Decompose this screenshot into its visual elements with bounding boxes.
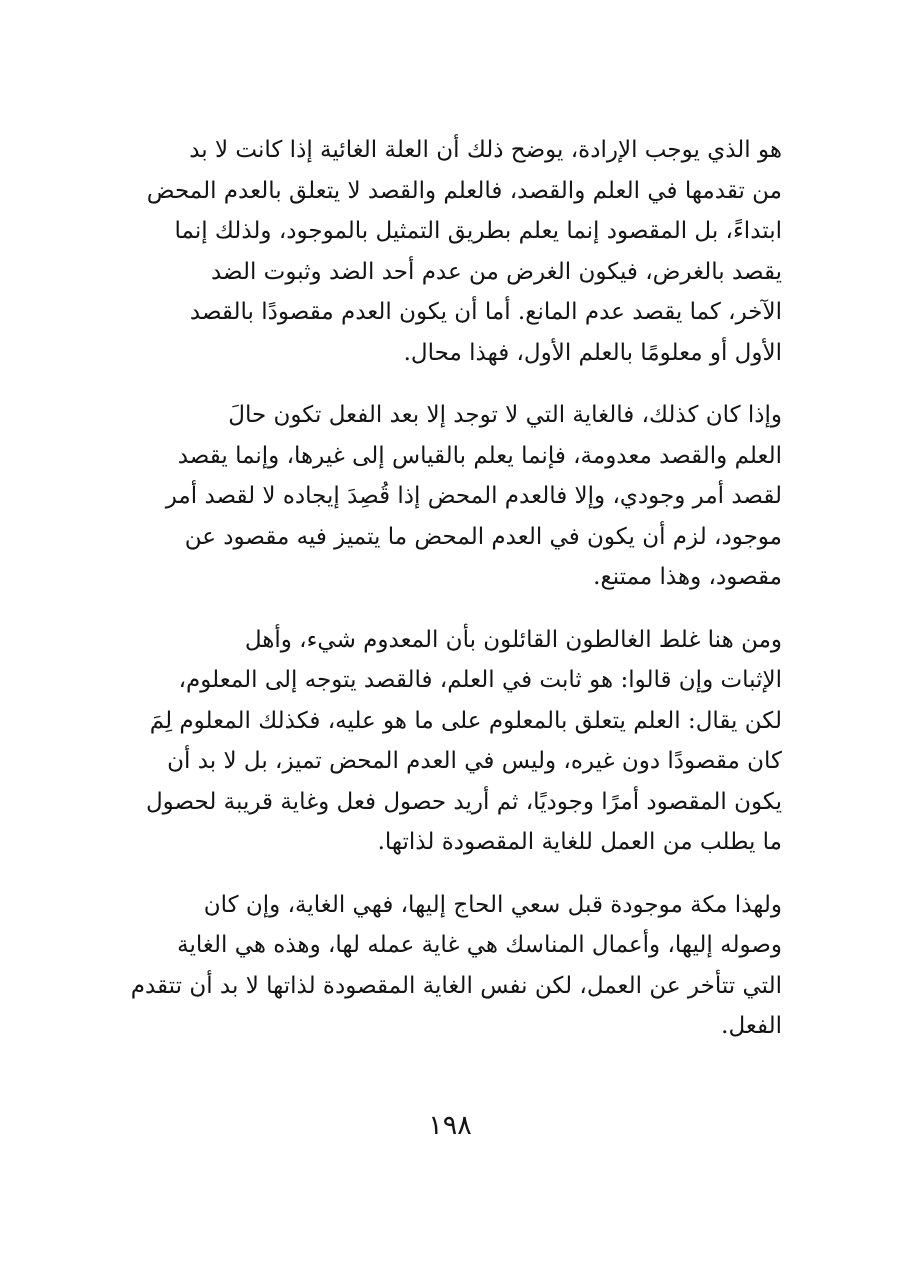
text-line: العلم والقصد معدومة، فإنما يعلم بالقياس إلى غيرها، وإنما يقصد [177, 442, 782, 469]
paragraph-1 [122, 130, 782, 373]
text-line: هو الذي يوجب الإرادة، يوضح ذلك أن العلة الغائية إذا كانت لا بد [189, 137, 782, 163]
text-line: مقصود، وهذا ممتنع. [593, 564, 782, 590]
text-line: التي تتأخر عن العمل، لكن نفس الغاية المقصودة لذاتها لا بد أن تتقدم [130, 972, 782, 999]
text-line: وصوله إليها، وأعمال المناسك هي غاية عمله لها، وهذه هي الغاية [177, 932, 782, 958]
text-line: موجود، لزم أن يكون في العدم المحض ما يتميز فيه مقصود عن [184, 523, 782, 550]
text-line: ما يطلب من العمل للغاية المقصودة لذاتها. [377, 829, 782, 855]
text-line: الأول أو معلومًا بالعلم الأول، فهذا محال. [403, 339, 782, 366]
text-line: لكن يقال: العلم يتعلق بالمعلوم على ما هو عليه، فكذلك المعلوم لِمَ [149, 707, 782, 734]
paragraph-2 [122, 395, 782, 598]
text-line: وإذا كان كذلك، فالغاية التي لا توجد إلا بعد الفعل تكون حالَ [228, 402, 782, 428]
text-line: ولهذا مكة موجودة قبل سعي الحاج إليها، فهي الغاية، وإن كان [203, 891, 782, 918]
text-line: ومن هنا غلط الغالطون القائلون بأن المعدوم شيء، وأهل [244, 626, 782, 653]
text-line: الآخر، كما يقصد عدم المانع. أما أن يكون العدم مقصودًا بالقصد [189, 299, 782, 325]
paragraph-3 [122, 620, 782, 863]
text-line: من تقدمها في العلم والقصد، فالعلم والقصد لا يتعلق بالعدم المحض [146, 177, 782, 204]
text-line: لقصد أمر وجودي، وإلا فالعدم المحض إذا قُصِدَ إيجاده لا لقصد أمر [165, 483, 782, 509]
text-line: كان مقصودًا دون غيره، وليس في العدم المحض تميز، بل لا بد أن [167, 748, 782, 774]
text-line: الفعل. [721, 1013, 782, 1039]
text-line: يكون المقصود أمرًا وجوديًا، ثم أريد حصول فعل وغاية قريبة لحصول [145, 788, 782, 815]
paragraph-4 [122, 885, 782, 1047]
text-line: الإثبات وإن قالوا: هو ثابت في العلم، فالقصد يتوجه إلى المعلوم، [178, 667, 782, 693]
text-line: يقصد بالغرض، فيكون الغرض من عدم أحد الضد وثبوت الضد [210, 258, 782, 285]
body-text [122, 130, 782, 1069]
text-line: ابتداءً، بل المقصود إنما يعلم بطريق التمثيل بالموجود، ولذلك إنما [174, 218, 782, 244]
page-number: ١٩٨ [428, 1110, 472, 1141]
